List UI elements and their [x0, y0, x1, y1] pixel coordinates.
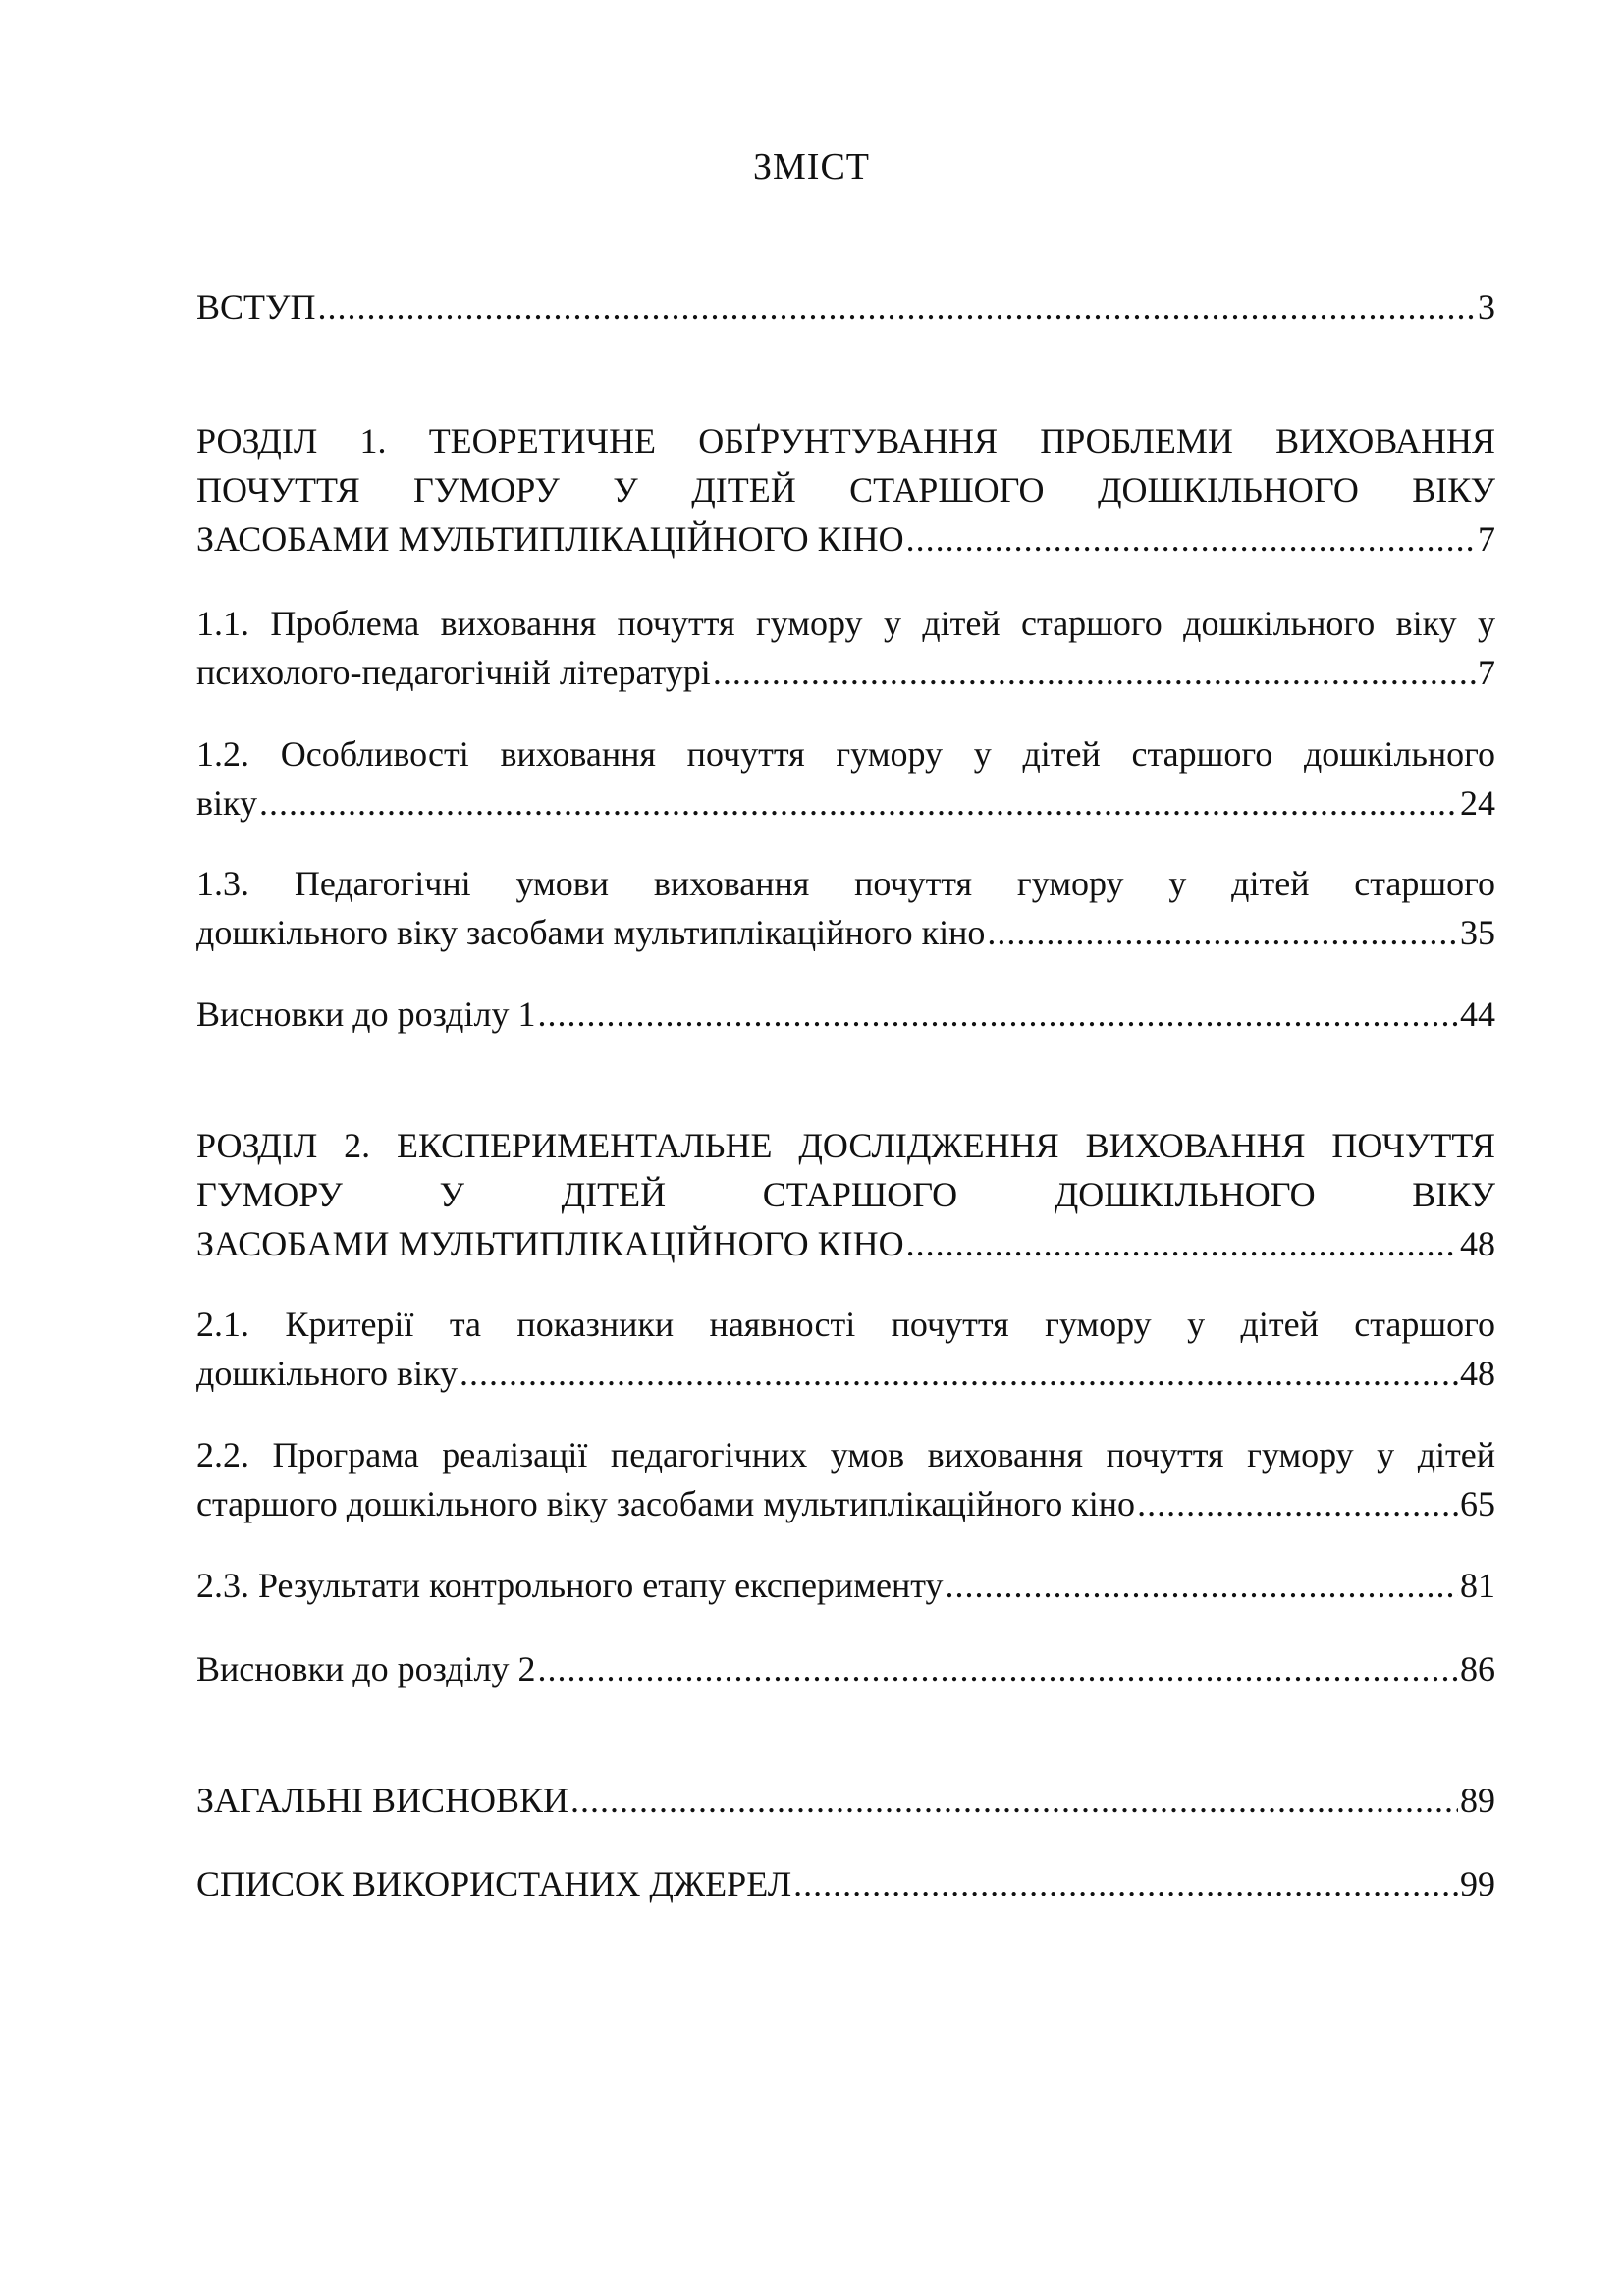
toc-page-number: 35 [1460, 913, 1495, 952]
toc-leader-dots [1137, 1479, 1458, 1528]
toc-entry-text: 2.1. Критерії та показники наявності почуття гумору у дітей старшого [196, 1305, 1495, 1344]
toc-entry-1-1 [196, 599, 1495, 697]
toc-entry-line [196, 908, 1495, 957]
toc-entry-text: 1.3. Педагогічні умови виховання почуття гумору у дітей старшого [196, 864, 1495, 903]
toc-entry-2-1 [196, 1300, 1495, 1398]
toc-page-number: 7 [1478, 519, 1495, 559]
toc-leader-dots [537, 989, 1458, 1039]
toc-page-number: 7 [1478, 653, 1495, 692]
toc-entry-title: ЗАСОБАМИ МУЛЬТИПЛІКАЦІЙНОГО КІНО [196, 1224, 904, 1263]
toc-entry-title: Висновки до розділу 2 [196, 1649, 536, 1688]
toc-leader-dots [259, 778, 1458, 828]
toc-entry-line [196, 283, 1495, 332]
toc-entry-title: ЗАГАЛЬНІ ВИСНОВКИ [196, 1781, 569, 1820]
toc-entry-title: старшого дошкільного віку засобами мультиплікаційного кіно [196, 1484, 1136, 1523]
toc-entry-title: психолого-педагогічній літературі [196, 653, 711, 692]
toc-entry-title: Висновки до розділу 1 [196, 994, 536, 1034]
toc-entry-title: віку [196, 783, 257, 823]
toc-entry-line [196, 1859, 1495, 1908]
toc-page-number: 89 [1460, 1781, 1495, 1820]
toc-entry-title: ЗАСОБАМИ МУЛЬТИПЛІКАЦІЙНОГО КІНО [196, 519, 904, 559]
toc-entry-line [196, 1349, 1495, 1398]
toc-entry-title: дошкільного віку [196, 1354, 459, 1393]
toc-page-number: 44 [1460, 994, 1495, 1034]
toc-leader-dots [713, 648, 1476, 697]
toc-title: ЗМІСТ [752, 146, 871, 187]
toc-leader-dots [906, 1219, 1458, 1268]
toc-entry-conclusions-2 [196, 1644, 1495, 1693]
toc-leader-dots [945, 1561, 1458, 1610]
toc-entry-conclusions-1 [196, 989, 1495, 1039]
toc-entry-chapter-1 [196, 416, 1495, 563]
toc-leader-dots [318, 283, 1477, 332]
toc-entry-2-2 [196, 1430, 1495, 1528]
toc-entry-text: 2.2. Програма реалізації педагогічних умов виховання почуття гумору у дітей [196, 1435, 1495, 1474]
toc-page-number: 99 [1460, 1864, 1495, 1903]
toc-entry-title: ВСТУП [196, 288, 316, 327]
toc-entry-line [196, 648, 1495, 697]
toc-leader-dots [537, 1644, 1458, 1693]
toc-page-number: 86 [1460, 1649, 1495, 1688]
toc-entry-text: 1.2. Особливості виховання почуття гумору у дітей старшого дошкільного [196, 734, 1495, 774]
toc-entry-line [196, 1561, 1495, 1610]
toc-entry-1-2 [196, 729, 1495, 828]
toc-leader-dots [793, 1859, 1458, 1908]
toc-entry-line [196, 514, 1495, 563]
toc-entry-line [196, 1644, 1495, 1693]
toc-entry-line [196, 778, 1495, 828]
toc-entry-chapter-2 [196, 1121, 1495, 1268]
toc-page-number: 48 [1460, 1224, 1495, 1263]
toc-entry-1-3 [196, 859, 1495, 957]
toc-entry-text: РОЗДІЛ 1. ТЕОРЕТИЧНЕ ОБҐРУНТУВАННЯ ПРОБЛЕМИ ВИХОВАННЯ ПОЧУТТЯ ГУМОРУ У ДІТЕЙ СТАРШОГО ДОШКІЛЬНОГО ВІКУ [196, 421, 1495, 509]
toc-entry-line [196, 989, 1495, 1039]
toc-page-number: 24 [1460, 783, 1495, 823]
toc-page-number: 48 [1460, 1354, 1495, 1393]
toc-leader-dots [987, 908, 1458, 957]
toc-entry-line [196, 1219, 1495, 1268]
toc-leader-dots [460, 1349, 1458, 1398]
toc-entry-general-conclusions [196, 1776, 1495, 1825]
toc-leader-dots [570, 1776, 1458, 1825]
toc-entry-title: СПИСОК ВИКОРИСТАНИХ ДЖЕРЕЛ [196, 1864, 792, 1903]
toc-entry-intro [196, 283, 1495, 332]
toc-page-number: 81 [1460, 1566, 1495, 1605]
toc-entry-line [196, 1479, 1495, 1528]
toc-page-number: 3 [1478, 288, 1495, 327]
toc-entry-references [196, 1859, 1495, 1908]
toc-page-number: 65 [1460, 1484, 1495, 1523]
toc-entry-text: 1.1. Проблема виховання почуття гумору у дітей старшого дошкільного віку у [196, 604, 1495, 643]
toc-entry-title: дошкільного віку засобами мультиплікаційного кіно [196, 913, 986, 952]
toc-entry-line [196, 1776, 1495, 1825]
toc-entry-title: 2.3. Результати контрольного етапу експерименту [196, 1566, 944, 1605]
toc-leader-dots [906, 514, 1476, 563]
toc-entry-2-3 [196, 1561, 1495, 1610]
toc-entry-text: РОЗДІЛ 2. ЕКСПЕРИМЕНТАЛЬНЕ ДОСЛІДЖЕННЯ ВИХОВАННЯ ПОЧУТТЯ ГУМОРУ У ДІТЕЙ СТАРШОГО ДОШКІЛЬНОГО ВІКУ [196, 1126, 1495, 1214]
